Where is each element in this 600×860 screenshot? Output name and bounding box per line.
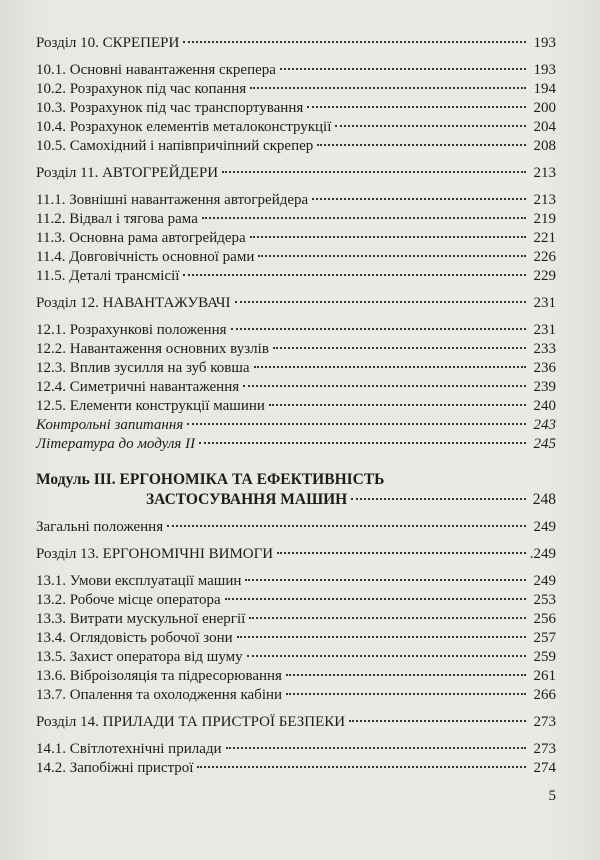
toc-entry[interactable] — [36, 248, 556, 267]
toc-title: 12.3. Вплив зусилля на зуб ковша — [36, 360, 250, 376]
toc-entry[interactable] — [36, 545, 556, 564]
toc-page: 274 — [533, 760, 556, 776]
toc-entry[interactable] — [36, 80, 556, 99]
dot-leader — [258, 255, 526, 257]
toc-entry[interactable] — [36, 518, 556, 537]
toc-title: 10.2. Розрахунок під час копання — [36, 81, 247, 97]
toc-entry[interactable] — [36, 210, 556, 229]
dot-leader — [349, 720, 526, 722]
toc-title: Загальні положення — [36, 519, 164, 535]
toc-title: Контрольні запитання — [36, 417, 184, 433]
dot-leader — [243, 385, 526, 387]
toc-page: 249 — [533, 573, 556, 589]
dot-leader — [231, 328, 526, 330]
toc-title: 11.5. Деталі трансмісії — [36, 268, 180, 284]
toc-entry[interactable] — [36, 229, 556, 248]
toc-entry[interactable] — [36, 378, 556, 397]
toc-title: 10.1. Основні навантаження скрепера — [36, 62, 276, 78]
toc-entry[interactable] — [36, 397, 556, 416]
toc-entry[interactable] — [36, 435, 556, 454]
toc-entry[interactable] — [36, 610, 556, 629]
table-of-contents — [36, 34, 556, 778]
toc-page: 219 — [533, 211, 556, 227]
toc-page: .249 — [529, 546, 556, 562]
toc-page: 248 — [532, 491, 556, 508]
toc-page: 273 — [533, 714, 556, 730]
toc-title: 12.4. Симетричні навантаження — [36, 379, 240, 395]
toc-page: 221 — [533, 230, 556, 246]
toc-title: 10.3. Розрахунок під час транспортування — [36, 100, 304, 116]
module-heading-line1[interactable]: Модуль ІІІ. ЕРГОНОМІКА ТА ЕФЕКТИВНІСТЬ — [36, 471, 385, 488]
dot-leader — [250, 236, 526, 238]
toc-page: 273 — [533, 741, 556, 757]
toc-page: 193 — [533, 35, 556, 51]
toc-page: 231 — [533, 295, 556, 311]
toc-page: 236 — [533, 360, 556, 376]
toc-entry[interactable] — [36, 34, 556, 53]
toc-title: 14.1. Світлотехнічні прилади — [36, 741, 222, 757]
toc-title: Розділ 10. СКРЕПЕРИ — [36, 35, 180, 51]
dot-leader — [167, 525, 526, 527]
toc-page: 231 — [533, 322, 556, 338]
toc-entry[interactable] — [36, 686, 556, 705]
toc-entry[interactable] — [36, 572, 556, 591]
toc-entry[interactable] — [36, 591, 556, 610]
dot-leader — [222, 171, 526, 173]
toc-page: 261 — [533, 668, 556, 684]
toc-entry[interactable] — [36, 61, 556, 80]
toc-page: 266 — [533, 687, 556, 703]
dot-leader — [225, 598, 526, 600]
dot-leader — [187, 423, 526, 425]
toc-title: 13.3. Витрати мускульної енергії — [36, 611, 246, 627]
toc-entry[interactable] — [36, 294, 556, 313]
toc-entry[interactable] — [36, 321, 556, 340]
dot-leader — [245, 579, 526, 581]
toc-title: 13.7. Опалення та охолодження кабіни — [36, 687, 283, 703]
toc-entry[interactable] — [36, 740, 556, 759]
module-heading-line2[interactable] — [36, 490, 556, 510]
dot-leader — [307, 106, 526, 108]
dot-leader — [286, 674, 526, 676]
toc-page: 245 — [533, 436, 556, 452]
dot-leader — [269, 404, 526, 406]
toc-title: 14.2. Запобіжні пристрої — [36, 760, 194, 776]
dot-leader — [235, 301, 526, 303]
toc-entry[interactable] — [36, 191, 556, 210]
toc-title: 10.4. Розрахунок елементів металоконструкції — [36, 119, 332, 135]
toc-entry[interactable] — [36, 667, 556, 686]
toc-entry[interactable] — [36, 99, 556, 118]
toc-page: 229 — [533, 268, 556, 284]
dot-leader — [247, 655, 526, 657]
dot-leader — [249, 617, 526, 619]
toc-entry[interactable] — [36, 713, 556, 732]
page-number: 5 — [548, 788, 556, 804]
toc-title: 13.2. Робоче місце оператора — [36, 592, 221, 608]
dot-leader — [335, 125, 526, 127]
toc-title: 11.4. Довговічність основної рами — [36, 249, 255, 265]
toc-title: 11.2. Відвал і тягова рама — [36, 211, 198, 227]
toc-page: 233 — [533, 341, 556, 357]
dot-leader — [226, 747, 526, 749]
dot-leader — [250, 87, 526, 89]
dot-leader — [237, 636, 526, 638]
toc-title: 11.3. Основна рама автогрейдера — [36, 230, 246, 246]
dot-leader — [202, 217, 526, 219]
toc-title: 13.4. Оглядовість робочої зони — [36, 630, 233, 646]
toc-entry[interactable] — [36, 648, 556, 667]
toc-entry[interactable] — [36, 416, 556, 435]
toc-page: 204 — [533, 119, 556, 135]
toc-title: Розділ 11. АВТОГРЕЙДЕРИ — [36, 165, 219, 181]
dot-leader — [317, 144, 526, 146]
toc-title: Розділ 13. ЕРГОНОМІЧНІ ВИМОГИ — [36, 546, 274, 562]
toc-title: 12.5. Елементи конструкції машини — [36, 398, 265, 414]
dot-leader — [197, 766, 526, 768]
toc-page: 208 — [533, 138, 556, 154]
toc-title: 12.2. Навантаження основних вузлів — [36, 341, 269, 357]
toc-page: 193 — [533, 62, 556, 78]
toc-page: 213 — [533, 165, 556, 181]
toc-entry[interactable] — [36, 340, 556, 359]
toc-title: ЗАСТОСУВАННЯ МАШИН — [146, 491, 348, 508]
toc-title: Література до модуля ІІ — [36, 436, 196, 452]
toc-page: 194 — [533, 81, 556, 97]
toc-entry[interactable] — [36, 267, 556, 286]
toc-title: Розділ 14. ПРИЛАДИ ТА ПРИСТРОЇ БЕЗПЕКИ — [36, 714, 346, 730]
dot-leader — [254, 366, 526, 368]
toc-page: 200 — [533, 100, 556, 116]
toc-page: 226 — [533, 249, 556, 265]
toc-page: 249 — [533, 519, 556, 535]
toc-title: 13.1. Умови експлуатації машин — [36, 573, 242, 589]
toc-entry[interactable] — [36, 137, 556, 156]
dot-leader — [183, 274, 526, 276]
toc-title: 13.5. Захист оператора від шуму — [36, 649, 243, 665]
toc-page: 256 — [533, 611, 556, 627]
dot-leader — [286, 693, 526, 695]
toc-page: 213 — [533, 192, 556, 208]
toc-page: 239 — [533, 379, 556, 395]
toc-title: 10.5. Самохідний і напівпричіпний скрепер — [36, 138, 314, 154]
dot-leader — [183, 41, 526, 43]
toc-entry[interactable] — [36, 359, 556, 378]
toc-page: 243 — [533, 417, 556, 433]
dot-leader — [273, 347, 526, 349]
toc-page: 253 — [533, 592, 556, 608]
toc-title: 12.1. Розрахункові положення — [36, 322, 227, 338]
toc-entry[interactable] — [36, 759, 556, 778]
dot-leader — [351, 498, 526, 500]
toc-page: 240 — [533, 398, 556, 414]
toc-title: 13.6. Віброізоляція та підресорювання — [36, 668, 282, 684]
toc-page: 259 — [533, 649, 556, 665]
toc-entry[interactable] — [36, 629, 556, 648]
toc-entry[interactable] — [36, 164, 556, 183]
toc-page: 257 — [533, 630, 556, 646]
dot-leader — [277, 552, 526, 554]
dot-leader — [312, 198, 526, 200]
dot-leader — [199, 442, 526, 444]
toc-title: 11.1. Зовнішні навантаження автогрейдера — [36, 192, 309, 208]
toc-entry[interactable] — [36, 118, 556, 137]
dot-leader — [280, 68, 526, 70]
toc-title: Розділ 12. НАВАНТАЖУВАЧІ — [36, 295, 231, 311]
